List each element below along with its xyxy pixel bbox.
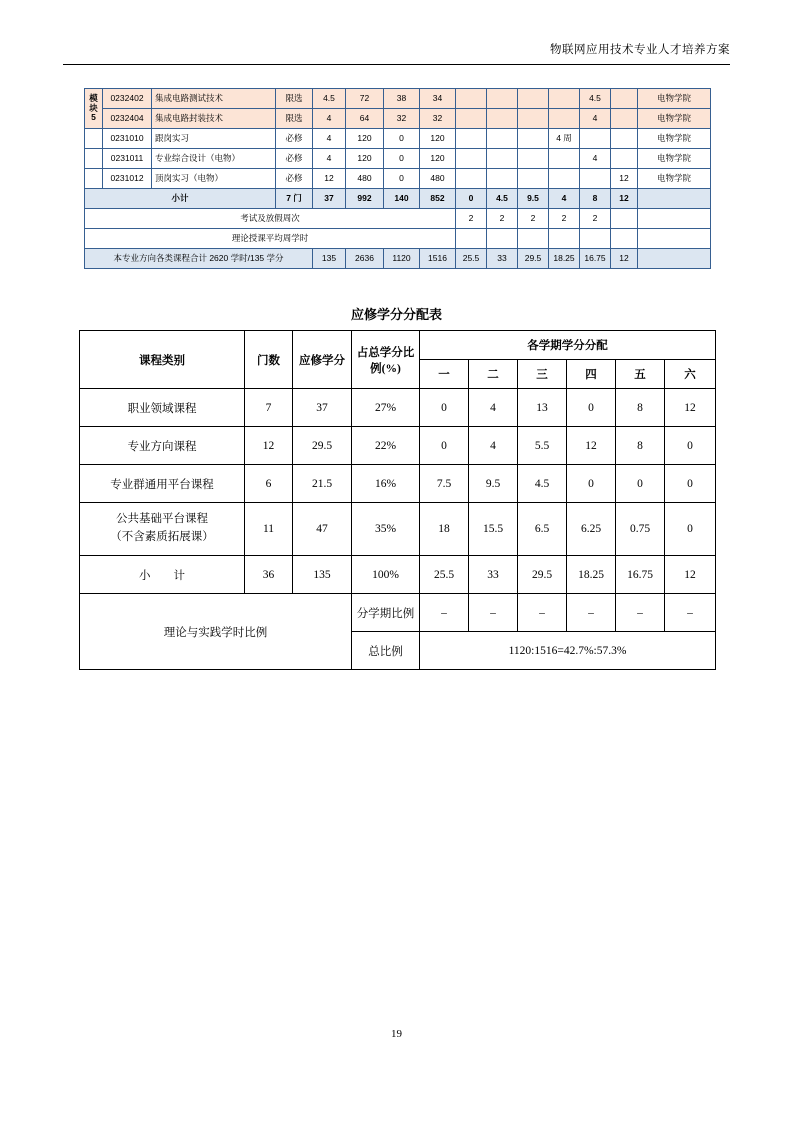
grand-total-sem-1: 25.5: [456, 249, 487, 269]
row-category-line1: 公共基础平台课程: [116, 513, 208, 526]
table-row: [85, 89, 711, 109]
sem-5: [580, 129, 611, 149]
row-sem-3: 6.5: [518, 503, 567, 556]
table-row: [80, 389, 716, 427]
course-code: 0232402: [103, 89, 152, 109]
sem-5: 4: [580, 149, 611, 169]
row-sem-1: 0: [420, 389, 469, 427]
sem-5: 4.5: [580, 89, 611, 109]
table-row-exam-weeks: [85, 209, 711, 229]
row-count: 36: [245, 556, 293, 594]
row-sem-4: 0: [567, 389, 616, 427]
row-credits: 37: [293, 389, 352, 427]
header-required-credits: 应修学分: [293, 331, 352, 389]
row-sem-6: 12: [665, 556, 716, 594]
sem-2: [487, 89, 518, 109]
row-percent: 35%: [352, 503, 420, 556]
header-sem-5: 五: [616, 360, 665, 389]
course-credits: 12: [313, 169, 346, 189]
header-course-count: 门数: [245, 331, 293, 389]
header-sem-6: 六: [665, 360, 716, 389]
table-row-subtotal: [85, 189, 711, 209]
course-credits: 4: [313, 129, 346, 149]
course-total-hours: 480: [346, 169, 384, 189]
row-credits: 135: [293, 556, 352, 594]
row-sem-4: 18.25: [567, 556, 616, 594]
sem-3: [518, 109, 549, 129]
course-name: 跟岗实习: [152, 129, 276, 149]
course-name: 集成电路测试技术: [152, 89, 276, 109]
subtotal-practice-hours: 852: [420, 189, 456, 209]
sem-6: [611, 89, 638, 109]
row-sem-2: 4: [469, 389, 518, 427]
header-title: 物联网应用技术专业人才培养方案: [550, 44, 730, 56]
row-percent: 16%: [352, 465, 420, 503]
course-code: 0231011: [103, 149, 152, 169]
row-sem-5: 16.75: [616, 556, 665, 594]
course-theory-hours: 32: [384, 109, 420, 129]
module-label-empty: [85, 169, 103, 189]
row-category-public-platform: [80, 503, 245, 556]
header-sem-1: 一: [420, 360, 469, 389]
sem-6: [611, 109, 638, 129]
grand-total-sem-3: 29.5: [518, 249, 549, 269]
page-number: 19: [391, 1028, 402, 1040]
row-count: 12: [245, 427, 293, 465]
avg-sem-6: [611, 229, 638, 249]
row-sem-6: 0: [665, 465, 716, 503]
grand-total-credits: 135: [313, 249, 346, 269]
table-row-subtotal: [80, 556, 716, 594]
row-sem-2: 4: [469, 427, 518, 465]
sem-1: [456, 129, 487, 149]
table-row: [85, 109, 711, 129]
course-name: 顶岗实习（电物）: [152, 169, 276, 189]
course-credits: 4: [313, 109, 346, 129]
row-percent: 100%: [352, 556, 420, 594]
ratio-sem-4: –: [567, 594, 616, 632]
course-code: 0231012: [103, 169, 152, 189]
course-dept: 电物学院: [638, 169, 711, 189]
sem-1: [456, 169, 487, 189]
sem-1: [456, 149, 487, 169]
sem-4: [549, 89, 580, 109]
row-count: 6: [245, 465, 293, 503]
header-sem-2: 二: [469, 360, 518, 389]
exam-sem-3: 2: [518, 209, 549, 229]
grand-total-sem-5: 16.75: [580, 249, 611, 269]
course-type: 必修: [276, 149, 313, 169]
avg-sem-2: [487, 229, 518, 249]
row-sem-3: 29.5: [518, 556, 567, 594]
grand-total-practice: 1516: [420, 249, 456, 269]
row-count: 7: [245, 389, 293, 427]
module-label: 模 块 5: [85, 89, 103, 129]
course-total-hours: 64: [346, 109, 384, 129]
course-theory-hours: 38: [384, 89, 420, 109]
course-practice-hours: 34: [420, 89, 456, 109]
course-type: 必修: [276, 169, 313, 189]
header-rule: [63, 64, 730, 65]
exam-sem-6: [611, 209, 638, 229]
exam-sem-4: 2: [549, 209, 580, 229]
course-type: 限选: [276, 89, 313, 109]
sem-3: [518, 89, 549, 109]
row-category: 专业群通用平台课程: [80, 465, 245, 503]
course-theory-hours: 0: [384, 129, 420, 149]
sem-1: [456, 89, 487, 109]
subtotal-sem-5: 8: [580, 189, 611, 209]
subtotal-credits: 37: [313, 189, 346, 209]
credit-distribution-table: [79, 330, 715, 670]
grand-total-sem-4: 18.25: [549, 249, 580, 269]
header-sem-4: 四: [567, 360, 616, 389]
row-category: 专业方向课程: [80, 427, 245, 465]
ratio-sem-1: –: [420, 594, 469, 632]
document-header: [550, 40, 730, 58]
module-label-empty: [85, 149, 103, 169]
sem-2: [487, 129, 518, 149]
course-code: 0231010: [103, 129, 152, 149]
header-category: 课程类别: [80, 331, 245, 389]
avg-sem-4: [549, 229, 580, 249]
row-percent: 27%: [352, 389, 420, 427]
avg-sem-3: [518, 229, 549, 249]
sem-2: [487, 109, 518, 129]
avg-weekly-label: 理论授课平均周学时: [85, 229, 456, 249]
ratio-sem-6: –: [665, 594, 716, 632]
grand-total-sem-6: 12: [611, 249, 638, 269]
row-sem-4: 6.25: [567, 503, 616, 556]
section-title: 应修学分分配表: [350, 307, 442, 322]
table-row: [85, 169, 711, 189]
subtotal-label: 小计: [85, 189, 276, 209]
row-sem-1: 0: [420, 427, 469, 465]
row-sem-3: 5.5: [518, 427, 567, 465]
row-sem-2: 33: [469, 556, 518, 594]
ratio-sem-5: –: [616, 594, 665, 632]
course-credits: 4.5: [313, 89, 346, 109]
sem-4: [549, 169, 580, 189]
course-dept: 电物学院: [638, 109, 711, 129]
row-sem-5: 0.75: [616, 503, 665, 556]
course-type: 必修: [276, 129, 313, 149]
row-sem-5: 8: [616, 427, 665, 465]
row-sem-3: 4.5: [518, 465, 567, 503]
sem-4: [549, 109, 580, 129]
ratio-row-label-1: 分学期比例: [352, 594, 420, 632]
row-count: 11: [245, 503, 293, 556]
row-sem-1: 18: [420, 503, 469, 556]
sem-3: [518, 149, 549, 169]
sem-5: [580, 169, 611, 189]
course-name: 集成电路封装技术: [152, 109, 276, 129]
sem-2: [487, 169, 518, 189]
ratio-sem-2: –: [469, 594, 518, 632]
subtotal-sem-1: 0: [456, 189, 487, 209]
row-credits: 47: [293, 503, 352, 556]
subtotal-count: 7 门: [276, 189, 313, 209]
exam-sem-5: 2: [580, 209, 611, 229]
subtotal-sem-4: 4: [549, 189, 580, 209]
curriculum-continuation-table: [84, 88, 710, 269]
table-row-avg-weekly-hours: [85, 229, 711, 249]
course-practice-hours: 480: [420, 169, 456, 189]
subtotal-theory-hours: 140: [384, 189, 420, 209]
subtotal-sem-2: 4.5: [487, 189, 518, 209]
subtotal-dept: [638, 189, 711, 209]
row-sem-2: 15.5: [469, 503, 518, 556]
course-practice-hours: 32: [420, 109, 456, 129]
ratio-row-label-2: 总比例: [352, 632, 420, 670]
table-row: [80, 465, 716, 503]
sem-6: 12: [611, 169, 638, 189]
course-dept: 电物学院: [638, 129, 711, 149]
row-sem-6: 0: [665, 427, 716, 465]
course-theory-hours: 0: [384, 169, 420, 189]
course-practice-hours: 120: [420, 149, 456, 169]
row-credits: 29.5: [293, 427, 352, 465]
exam-dept: [638, 209, 711, 229]
row-sem-5: 0: [616, 465, 665, 503]
avg-sem-1: [456, 229, 487, 249]
course-theory-hours: 0: [384, 149, 420, 169]
course-dept: 电物学院: [638, 89, 711, 109]
course-total-hours: 120: [346, 129, 384, 149]
row-sem-1: 7.5: [420, 465, 469, 503]
course-name: 专业综合设计（电物）: [152, 149, 276, 169]
grand-total-label: 本专业方向各类课程合计 2620 学时/135 学分: [85, 249, 313, 269]
row-sem-5: 8: [616, 389, 665, 427]
row-sem-4: 12: [567, 427, 616, 465]
grand-total-theory: 1120: [384, 249, 420, 269]
header-percent: 占总学分比例(%): [352, 331, 420, 389]
table-row-ratio-per-semester: [80, 594, 716, 632]
row-category-line2: （不含素质拓展课）: [110, 531, 214, 543]
ratio-total-value: 1120:1516=42.7%:57.3%: [420, 632, 716, 670]
course-total-hours: 120: [346, 149, 384, 169]
row-sem-2: 9.5: [469, 465, 518, 503]
subtotal-total-hours: 992: [346, 189, 384, 209]
module-label-empty: [85, 129, 103, 149]
sem-3: [518, 129, 549, 149]
exam-sem-2: 2: [487, 209, 518, 229]
row-percent: 22%: [352, 427, 420, 465]
row-credits: 21.5: [293, 465, 352, 503]
row-sem-6: 0: [665, 503, 716, 556]
sem-3: [518, 169, 549, 189]
row-category: 小 计: [80, 556, 245, 594]
subtotal-sem-6: 12: [611, 189, 638, 209]
table-header-row: [80, 331, 716, 360]
table-row: [85, 149, 711, 169]
row-sem-4: 0: [567, 465, 616, 503]
header-sem-3: 三: [518, 360, 567, 389]
grand-total-hours: 2636: [346, 249, 384, 269]
course-dept: 电物学院: [638, 149, 711, 169]
sem-2: [487, 149, 518, 169]
grand-total-sem-2: 33: [487, 249, 518, 269]
sem-4: 4 周: [549, 129, 580, 149]
sem-5: 4: [580, 109, 611, 129]
row-sem-3: 13: [518, 389, 567, 427]
ratio-label: 理论与实践学时比例: [80, 594, 352, 670]
header-semester-group: 各学期学分分配: [420, 331, 716, 360]
table-row: [80, 503, 716, 556]
sem-6: [611, 129, 638, 149]
exam-sem-1: 2: [456, 209, 487, 229]
grand-total-dept: [638, 249, 711, 269]
row-category: 职业领域课程: [80, 389, 245, 427]
course-type: 限选: [276, 109, 313, 129]
ratio-sem-3: –: [518, 594, 567, 632]
course-total-hours: 72: [346, 89, 384, 109]
exam-weeks-label: 考试及放假周次: [85, 209, 456, 229]
sem-1: [456, 109, 487, 129]
table-row-grand-total: [85, 249, 711, 269]
table-row: [85, 129, 711, 149]
course-credits: 4: [313, 149, 346, 169]
sem-6: [611, 149, 638, 169]
avg-dept: [638, 229, 711, 249]
table-row: [80, 427, 716, 465]
avg-sem-5: [580, 229, 611, 249]
sem-4: [549, 149, 580, 169]
row-sem-1: 25.5: [420, 556, 469, 594]
subtotal-sem-3: 9.5: [518, 189, 549, 209]
row-sem-6: 12: [665, 389, 716, 427]
course-practice-hours: 120: [420, 129, 456, 149]
course-code: 0232404: [103, 109, 152, 129]
